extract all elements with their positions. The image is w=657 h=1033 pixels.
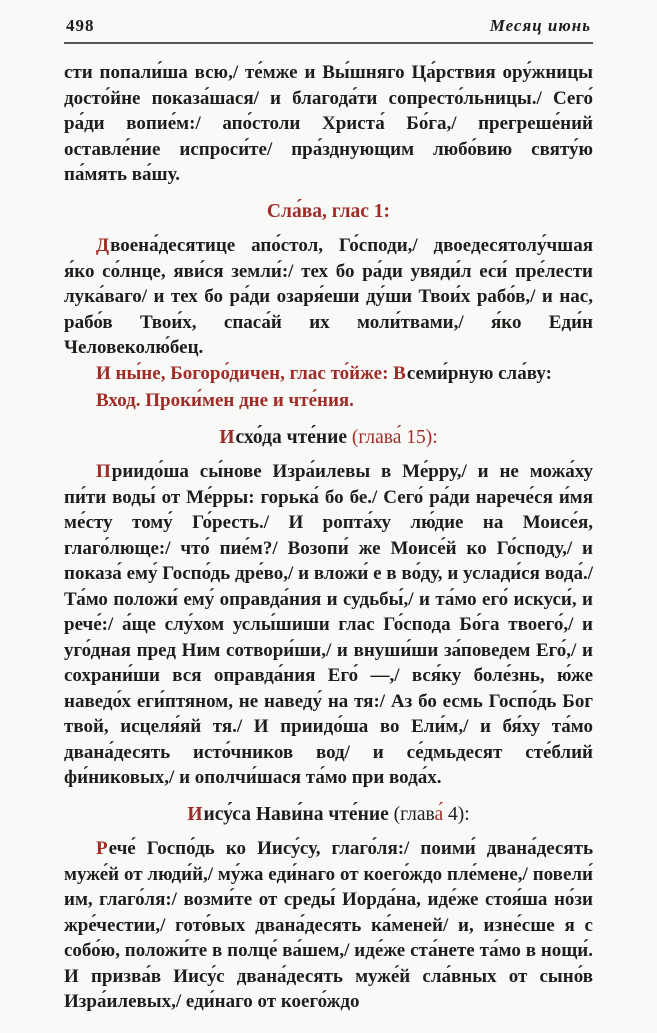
- chapter-reference: (глава́ 15):: [351, 426, 438, 448]
- paragraph-dvoenadesyatice: [64, 233, 593, 361]
- rubric-text: Вход. Проки́мен дне и чте́ния.: [96, 390, 354, 411]
- heading-text: ису́са Нави́на чте́ние: [203, 803, 394, 825]
- heading-navina-chtenie: [64, 802, 593, 828]
- text-block: [64, 60, 593, 1015]
- red-initial-letter: И: [187, 803, 203, 825]
- heading-slava-glas-1: [64, 199, 593, 225]
- red-initial-letter: В: [393, 362, 406, 384]
- running-title: Месяц июнь: [489, 16, 591, 35]
- paragraph-text: риидо́ша сы́нове Изра́илевы в Ме́рру,/ и не можа́ху пи́ти воды́ от Ме́рры: горька́ бо бе./ Сего́ ра́ди нарече́ся и́мя ме́сту тому́ Го́ресть./ И ропта́ху лю́дие на Моисе́я, глаго́люще:/ что́ пие́м?/ Возопи́ же Моисе́й ко Го́споду,/ и показа́ ему́ Госпо́дь дре́во,/ и вложи́ е в во́ду, и услади́ся вода́./ Та́мо положи́ ему́ оправда́ния и судьбы́,/ и та́мо его́ искуси́, и рече́:/ а́ще слу́хом услы́шиши глас Го́спода Бо́га твоего́,/ и уго́дная пред Ним сотвори́ши,/ и внуши́ши за́поведем Его́,/ и сохрани́ши вся оправда́ния Его́ —,/ вся́ку боле́знь, ю́же наведо́х еги́птяном, не наведу́ на тя:/ Аз бо есмь Госпо́дь Бог твой, исцеля́яй тя./ И приидо́ша во Ели́м,/ и бя́ху та́мо двана́десять исто́чников вод/ и се́дмьдесят сте́блий фи́никовых,/ и ополчи́шася та́мо при вода́х.: [64, 461, 593, 788]
- chapter-reference-end: 4):: [443, 803, 470, 825]
- paragraph-text: семи́рную сла́ву:: [406, 362, 552, 384]
- header-rule: [64, 42, 593, 44]
- paragraph-text: сти попали́ша всю,/ те́мже и Вы́шняго Ца́рствия ору́жницы досто́йне показа́шася/ и благода́ти сопресто́льницы./ Сего́ ра́ди вопие́м:/ апо́столи Христа́ Бо́га,/ прегреше́ний оставле́ние испроси́те/ пра́зднующим любо́вию святу́ю па́мять ва́шу.: [64, 62, 593, 185]
- heading-text: Сла́ва, глас 1:: [266, 200, 391, 222]
- paragraph-i-nyne: [64, 361, 593, 387]
- rubric-lead: И ны́не, Богоро́дичен, глас то́йже:: [96, 362, 394, 384]
- paragraph-priidosha: [64, 459, 593, 791]
- rubric-vhod-prokimen: [64, 388, 593, 414]
- paragraph-text: ече́ Госпо́дь ко Иису́су, глаго́ля:/ поими́ двана́десять муже́й от люди́й,/ му́жа еди́наго от коего́ждо пле́мене,/ повели́ им, глаго́ля:/ возми́те от среды́ Иорда́на, иде́же стоя́ша но́зи жре́честии,/ гото́вых двана́десять ка́меней/ и, изне́сше я с собо́ю, положи́те в полце́ ва́шем,/ иде́же ста́нете та́мо в нощи́. И призва́в Иису́с двана́десять муже́й сла́вных от сыно́в Изра́илевых,/ еди́наго от коего́ждо: [64, 838, 593, 1012]
- red-initial-letter: Р: [96, 838, 108, 859]
- chapter-red-accent: а́: [434, 803, 444, 825]
- red-initial-letter: П: [96, 461, 111, 482]
- heading-text: схо́да чте́ние: [235, 426, 352, 448]
- heading-ishoda-chtenie: [64, 425, 593, 451]
- paragraph-text: воена́десятице апо́стол, Го́споди,/ двоедесятолу́чшая я́ко со́лнце, яви́ся земли́:/ тех бо ра́ди увяди́л еси́ пре́лести лука́ваго/ и тех бо ра́ди озаря́еши ду́ши Твои́х рабо́в,/ и нас, рабо́в Твои́х, спаса́й их моли́твами,/ я́ко Еди́н Человеколю́бец.: [64, 235, 593, 358]
- red-initial-letter: И: [219, 426, 235, 448]
- page-number: 498: [66, 16, 95, 35]
- running-head: [64, 14, 593, 42]
- chapter-reference: (глав: [393, 803, 435, 825]
- paragraph-reche: [64, 836, 593, 1015]
- red-initial-letter: Д: [96, 235, 110, 256]
- paragraph-continuation: [64, 60, 593, 188]
